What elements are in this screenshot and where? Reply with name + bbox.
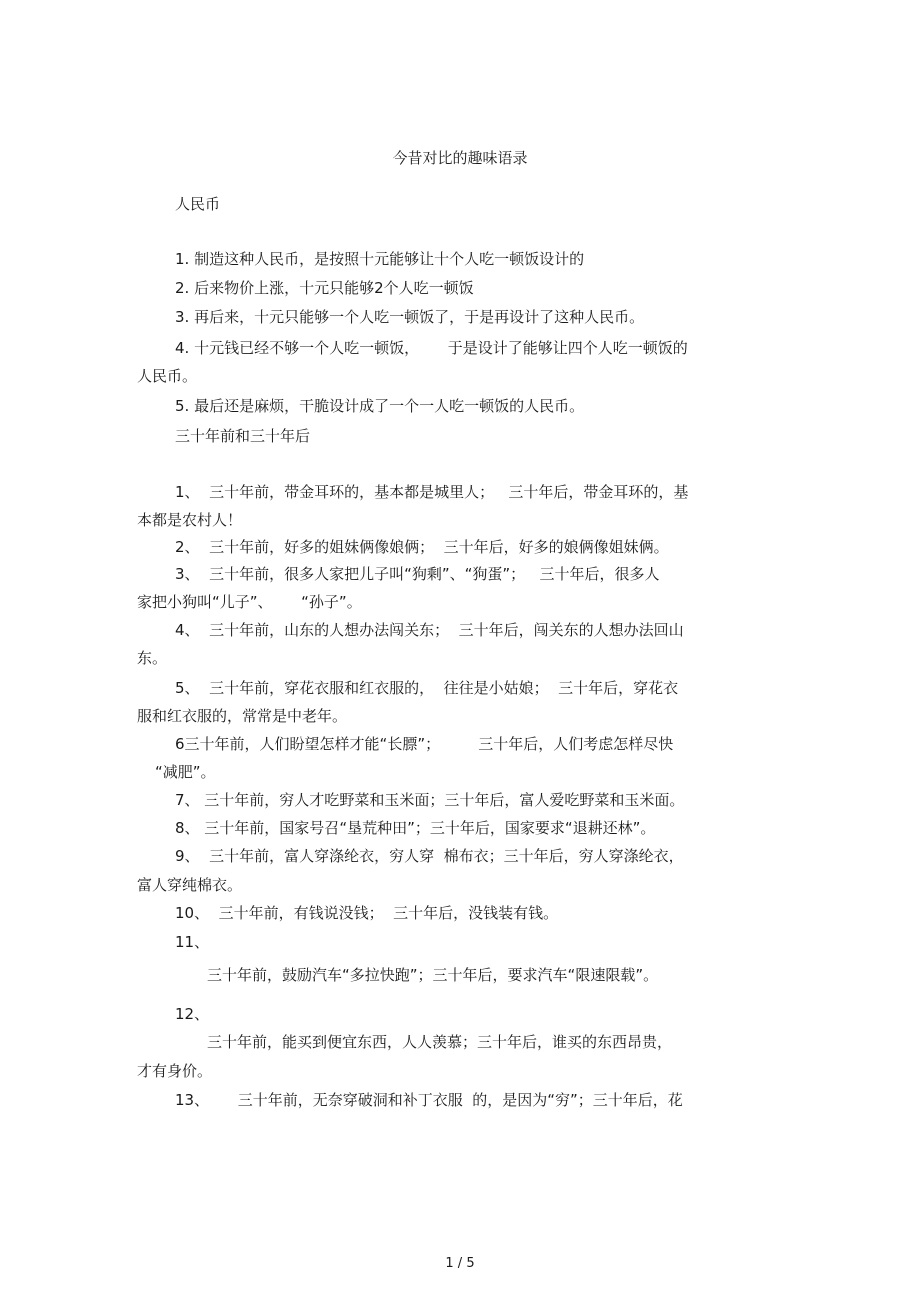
paragraph-line: 9、 三十年前，富人穿涤纶衣，穷人穿 棉布衣；三十年后，穷人穿涤纶衣， bbox=[175, 847, 684, 865]
paragraph-line: 富人穿纯棉衣。 bbox=[137, 876, 243, 894]
paragraph-line: 三十年前，能买到便宜东西，人人羡慕；三十年后，谁买的东西昂贵， bbox=[207, 1033, 673, 1051]
paragraph-line: 10、 三十年前，有钱说没钱； 三十年后，没钱装有钱。 bbox=[175, 904, 559, 922]
page-number: 1 / 5 bbox=[445, 1256, 475, 1271]
page-title: 今昔对比的趣味语录 bbox=[392, 149, 528, 167]
paragraph-line: 6三十年前，人们盼望怎样才能“长膘”； 三十年后，人们考虑怎样尽快 bbox=[175, 735, 674, 753]
paragraph-line: 12、 bbox=[175, 1005, 210, 1023]
paragraph-line: 家把小狗叫“儿子”、 “孙子”。 bbox=[137, 593, 362, 611]
paragraph-line: 7、 三十年前，穷人才吃野菜和玉米面；三十年后，富人爱吃野菜和玉米面。 bbox=[175, 791, 685, 809]
rmb-item-3: 3. 再后来，十元只能够一个人吃一顿饭了，于是再设计了这种人民币。 bbox=[175, 308, 645, 326]
section-heading-rmb: 人民币 bbox=[175, 195, 221, 213]
paragraph-line: 服和红衣服的，常常是中老年。 bbox=[137, 707, 348, 725]
paragraph-line: 8、 三十年前，国家号召“垦荒种田”；三十年后，国家要求“退耕还林”。 bbox=[175, 819, 656, 837]
paragraph-line: 13、 三十年前，无奈穿破洞和补丁衣服 的，是因为“穷”；三十年后，花 bbox=[175, 1091, 683, 1109]
paragraph-line: 4、 三十年前，山东的人想办法闯关东； 三十年后，闯关东的人想办法回山 bbox=[175, 621, 684, 639]
paragraph-line: 才有身价。 bbox=[137, 1062, 213, 1080]
rmb-item-4: 4. 十元钱已经不够一个人吃一顿饭， 于是设计了能够让四个人吃一顿饭的 bbox=[175, 339, 688, 357]
paragraph-line: 2、 三十年前，好多的姐妹俩像娘俩； 三十年后，好多的娘俩像姐妹俩。 bbox=[175, 538, 669, 556]
rmb-item-2: 2. 后来物价上涨，十元只能够2个人吃一顿饭 bbox=[175, 279, 474, 297]
paragraph-line: 东。 bbox=[137, 649, 168, 667]
paragraph-line: 1、 三十年前，带金耳环的，基本都是城里人； 三十年后，带金耳环的，基 bbox=[175, 483, 689, 501]
rmb-item-5: 5. 最后还是麻烦，干脆设计成了一个一人吃一顿饭的人民币。 bbox=[175, 397, 585, 415]
paragraph-line: “减肥”。 bbox=[155, 763, 216, 781]
paragraph-line: 5、 三十年前，穿花衣服和红衣服的， 往往是小姑娘； 三十年后，穿花衣 bbox=[175, 679, 679, 697]
section-heading-thirty-years: 三十年前和三十年后 bbox=[175, 427, 311, 445]
rmb-item-4-cont: 人民币。 bbox=[137, 367, 198, 385]
paragraph-line: 三十年前，鼓励汽车“多拉快跑”；三十年后，要求汽车“限速限载”。 bbox=[207, 966, 659, 984]
paragraph-line: 3、 三十年前，很多人家把儿子叫“狗剩”、“狗蛋”； 三十年后，很多人 bbox=[175, 565, 660, 583]
rmb-item-1: 1. 制造这种人民币，是按照十元能够让十个人吃一顿饭设计的 bbox=[175, 250, 585, 268]
paragraph-line: 11、 bbox=[175, 933, 210, 951]
paragraph-line: 本都是农村人！ bbox=[137, 511, 243, 529]
